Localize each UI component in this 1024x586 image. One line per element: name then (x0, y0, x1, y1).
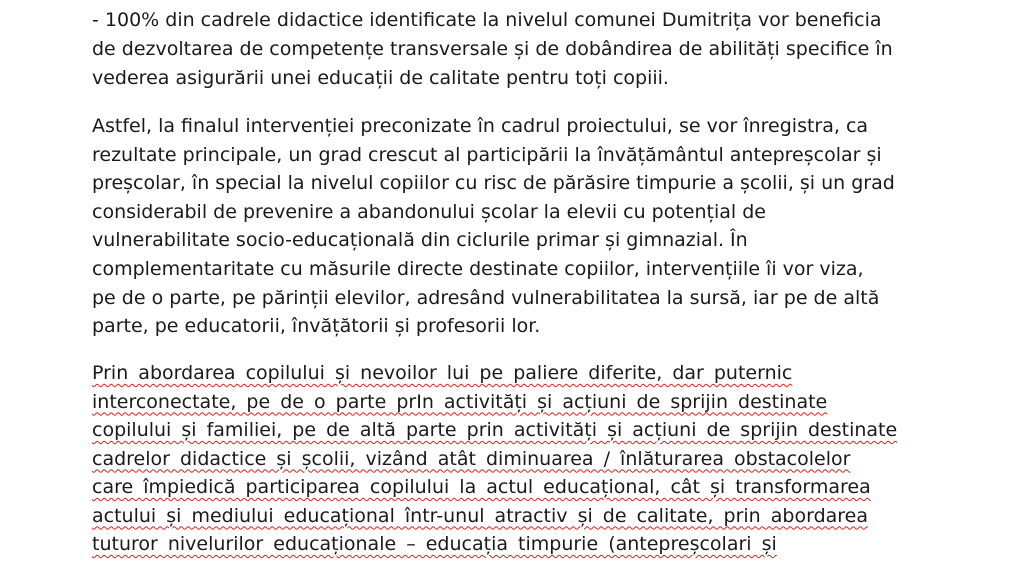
text-line-spellcheck: Prin abordarea copilului și nevoilor lui pe paliere diferite, dar puternic (92, 362, 793, 384)
paragraph-project-results (92, 112, 952, 341)
text-line: - 100% din cadrele didactice identificate la nivelul comunei Dumitrița vor beneficia (92, 9, 882, 31)
text-line: vulnerabilitate socio-educațională din ciclurile primar și gimnazial. În (92, 229, 748, 252)
text-line: complementaritate cu măsurile directe destinate copiilor, intervențiile îi vor viza, (92, 257, 864, 280)
text-line-spellcheck: cadrelor didactice și școlii, vizând atât diminuarea / înlăturarea obstacolelor (92, 447, 851, 470)
text-line-spellcheck: actului și mediului educațional într-unul atractiv și de calitate, prin abordarea (92, 504, 868, 527)
text-line: considerabil de prevenire a abandonului școlar la elevii cu potențial de (92, 200, 766, 223)
text-line: vederea asigurării unei educații de calitate pentru toți copiii. (92, 67, 669, 89)
text-line: parte, pe educatorii, învățătorii și profesorii lor. (92, 315, 541, 338)
text-line: pe de o parte, pe părinții elevilor, adresând vulnerabilitatea la sursă, iar pe de altă (92, 286, 880, 309)
text-line-spellcheck: tuturor nivelurilor educaționale – educația timpurie (antepreșcolari și (92, 533, 777, 555)
text-line: de dezvoltarea de competențe transversale și de dobândirea de abilități specifice în (92, 38, 893, 60)
paragraph-teachers-outcome (92, 6, 952, 93)
text-line: rezultate principale, un grad crescut al participării la învățământul antepreșcolar și (92, 143, 882, 166)
text-line: Astfel, la finalul intervenției preconizate în cadrul proiectului, se vor înregistra, ca (92, 115, 869, 137)
text-line-spellcheck: copilului și familiei, pe de altă parte prin activități și acțiuni de sprijin destinate (92, 419, 898, 441)
text-line-spellcheck: interconectate, pe de o parte prIn activități și acțiuni de sprijin destinate (92, 390, 828, 413)
paragraph-child-approach (92, 359, 952, 559)
text-line: preșcolar, în special la nivelul copiilor cu risc de părăsire timpurie a școlii, și un grad (92, 172, 895, 195)
text-line-spellcheck: care împiedică participarea copilului la actul educațional, cât și transformarea (92, 476, 871, 498)
